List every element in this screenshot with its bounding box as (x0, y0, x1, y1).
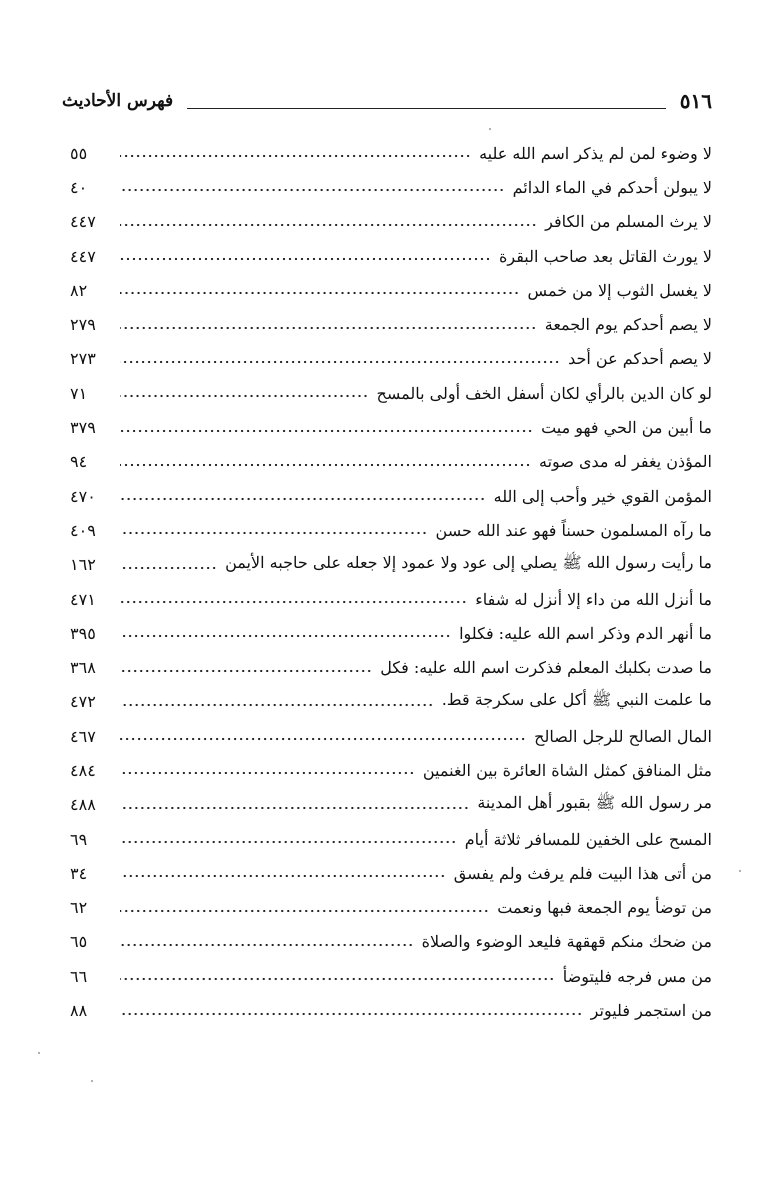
hadith-text: المؤذن يغفر له مدى صوته (539, 452, 712, 472)
dot-leader (120, 354, 560, 370)
page-ref: ٤٤٧ (70, 246, 96, 266)
index-entry (70, 616, 712, 650)
dot-leader (120, 1006, 583, 1022)
scan-speck (739, 870, 741, 872)
dot-leader (120, 731, 526, 747)
hadith-text: ما أنزل الله من داء إلا أنزل له شفاء (475, 589, 712, 609)
page-ref: ٤٧٠ (70, 486, 96, 506)
hadith-text: ما رأيت رسول الله ﷺ يصلي إلى عود ولا عمود إلا جعله على حاجبه الأيمن (225, 553, 712, 573)
index-entry (70, 788, 712, 822)
hadith-text: لا يصم أحدكم عن أحد (568, 349, 712, 369)
header-title: فهرس الأحاديث (62, 91, 174, 111)
index-entry (70, 856, 712, 890)
index-entry (70, 170, 712, 204)
hadith-text: من توضأ يوم الجمعة فبها ونعمت (497, 898, 712, 918)
hadith-text: مثل المنافق كمثل الشاة العائرة بين الغنمين (422, 760, 712, 780)
dot-leader (120, 457, 531, 473)
dot-leader (120, 285, 520, 301)
dot-leader (120, 834, 457, 850)
hadith-text: من ضحك منكم قهقهة فليعد الوضوء والصلاة (421, 932, 712, 952)
hadith-text: من مس فرجه فليتوضأ (562, 966, 712, 986)
index-entry (70, 685, 712, 719)
dot-leader (120, 388, 369, 404)
index-entry (70, 239, 712, 273)
dot-leader (120, 868, 446, 884)
index-entry (70, 993, 712, 1027)
hadith-text: ما علمت النبي ﷺ أكل على سكرجة قط. (441, 690, 712, 710)
hadith-text: لا يرث المسلم من الكافر (545, 212, 712, 232)
dot-leader (120, 594, 467, 610)
index-entry (70, 136, 712, 170)
index-entry (70, 513, 712, 547)
hadith-text: لا يورث القاتل بعد صاحب البقرة (498, 246, 712, 266)
dot-leader (120, 182, 505, 198)
index-entry (70, 273, 712, 307)
page-ref: ٤٤٧ (70, 212, 96, 232)
page-ref: ٨٨ (70, 1001, 88, 1021)
page-ref: ٤٧٢ (70, 692, 96, 712)
scan-speck (38, 1052, 40, 1054)
hadith-text: مر رسول الله ﷺ بقبور أهل المدينة (477, 793, 712, 813)
page-ref: ٤٨٤ (70, 760, 96, 780)
page-ref: ١٦٢ (70, 555, 96, 575)
index-entry (70, 342, 712, 376)
page-ref: ٢٧٣ (70, 349, 96, 369)
page-ref: ٩٤ (70, 452, 88, 472)
hadith-text: لا يغسل الثوب إلا من خمس (527, 280, 712, 300)
page-ref: ٦٩ (70, 829, 88, 849)
dot-leader (120, 251, 491, 267)
dot-leader (120, 148, 471, 164)
hadith-text: لا يصم أحدكم يوم الجمعة (544, 315, 712, 335)
page-ref: ٦٥ (70, 932, 88, 952)
index-entry (70, 445, 712, 479)
dot-leader (120, 800, 469, 816)
dot-leader (120, 765, 415, 781)
header-rule (187, 94, 666, 109)
hadith-text: لو كان الدين بالرأي لكان أسفل الخف أولى بالمسح (376, 383, 712, 403)
page-ref: ٢٧٩ (70, 315, 96, 335)
hadith-text: المؤمن القوي خير وأحب إلى الله (493, 486, 712, 506)
index-entry (70, 891, 712, 925)
page-ref: ٥٥ (70, 143, 88, 163)
index-entry (70, 822, 712, 856)
page-ref: ٣٤ (70, 863, 88, 883)
dot-leader (120, 525, 428, 541)
index-entry (70, 753, 712, 787)
index-entry (70, 925, 712, 959)
index-entry (70, 376, 712, 410)
hadith-index-list (70, 136, 712, 1028)
dot-leader (120, 663, 372, 679)
index-entry (70, 205, 712, 239)
hadith-text: من استجمر فليوتر (590, 1001, 712, 1021)
page-ref: ٨٢ (70, 280, 88, 300)
page-number: ٥١٦ (679, 89, 712, 113)
hadith-text: ما أبين من الحي فهو ميت (541, 418, 712, 438)
page-ref: ٧١ (70, 383, 88, 403)
dot-leader (120, 217, 537, 233)
hadith-text: ما صدت بكلبك المعلم فذكرت اسم الله عليه: فكل (380, 658, 712, 678)
index-entry (70, 479, 712, 513)
index-entry (70, 307, 712, 341)
hadith-text: المسح على الخفين للمسافر ثلاثة أيام (464, 829, 712, 849)
index-entry (70, 959, 712, 993)
index-entry (70, 719, 712, 753)
running-header (62, 88, 712, 114)
page-ref: ٤٦٧ (70, 726, 96, 746)
page-ref: ٤٨٨ (70, 795, 96, 815)
dot-leader (120, 971, 555, 987)
hadith-text: ما رآه المسلمون حسناً فهو عند الله حسن (435, 520, 712, 540)
index-entry (70, 650, 712, 684)
dot-leader (120, 491, 486, 507)
dot-leader (120, 628, 451, 644)
page-ref: ٣٧٩ (70, 418, 96, 438)
hadith-text: المال الصالح للرجل الصالح (534, 726, 712, 746)
hadith-text: من أتى هذا البيت فلم يرفث ولم يفسق (453, 863, 712, 883)
hadith-text: لا يبولن أحدكم في الماء الدائم (512, 177, 712, 197)
page-ref: ٣٦٨ (70, 658, 96, 678)
dot-leader (120, 937, 414, 953)
page-ref: ٤٠ (70, 177, 88, 197)
dot-leader (120, 320, 537, 336)
dot-leader (120, 697, 434, 713)
hadith-text: لا وضوء لمن لم يذكر اسم الله عليه (479, 143, 712, 163)
dot-leader (120, 423, 533, 439)
index-entry (70, 582, 712, 616)
page-ref: ٤٧١ (70, 589, 96, 609)
index-entry (70, 410, 712, 444)
page-ref: ٦٦ (70, 966, 88, 986)
scan-speck (91, 1080, 93, 1082)
page-ref: ٦٢ (70, 898, 88, 918)
dot-leader (120, 560, 217, 576)
index-entry (70, 548, 712, 582)
scan-speck (489, 128, 491, 130)
dot-leader (120, 903, 489, 919)
hadith-text: ما أنهر الدم وذكر اسم الله عليه: فكلوا (459, 623, 712, 643)
page-ref: ٤٠٩ (70, 520, 96, 540)
page-ref: ٣٩٥ (70, 623, 96, 643)
